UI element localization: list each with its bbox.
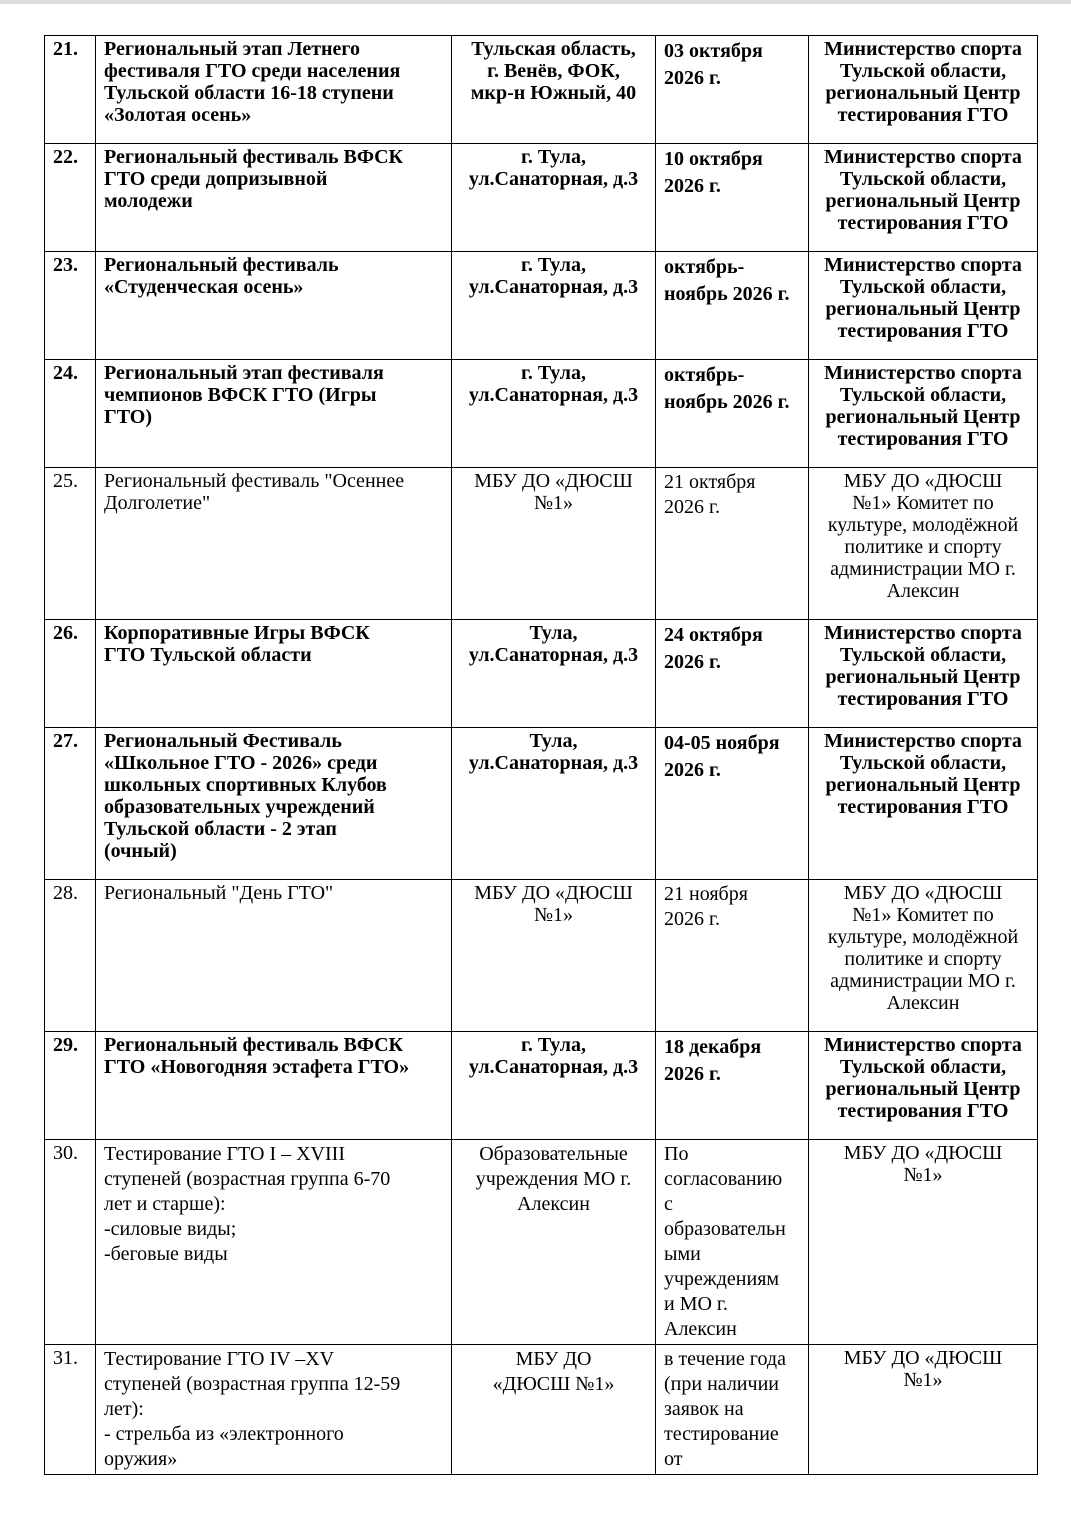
event-name: Региональный этап Летнего фестиваля ГТО среди населения Тульской области 16-18 ступени «Золотая осень» — [96, 36, 452, 144]
event-date: По согласованию с образовательн ыми учреждениям и МО г. Алексин — [656, 1140, 809, 1345]
event-organizer: Министерство спорта Тульской области, региональный Центр тестирования ГТО — [809, 1032, 1038, 1140]
event-name: Региональный фестиваль "Осеннее Долголетие" — [96, 468, 452, 620]
table-row — [45, 1345, 1038, 1475]
event-place: Тула, ул.Санаторная, д.3 — [452, 620, 656, 728]
event-name: Региональный фестиваль ВФСК ГТО «Новогодняя эстафета ГТО» — [96, 1032, 452, 1140]
row-number: 28. — [45, 880, 96, 1032]
row-number: 24. — [45, 360, 96, 468]
event-place: г. Тула, ул.Санаторная, д.3 — [452, 1032, 656, 1140]
event-organizer: Министерство спорта Тульской области, региональный Центр тестирования ГТО — [809, 144, 1038, 252]
table-row — [45, 36, 1038, 144]
event-name: Региональный "День ГТО" — [96, 880, 452, 1032]
table-row — [45, 360, 1038, 468]
table-row — [45, 1140, 1038, 1345]
table-row — [45, 144, 1038, 252]
event-name: Региональный фестиваль «Студенческая осень» — [96, 252, 452, 360]
event-date: 24 октября 2026 г. — [656, 620, 809, 728]
event-organizer: МБУ ДО «ДЮСШ №1» Комитет по культуре, молодёжной политике и спорту администрации МО г. Алексин — [809, 880, 1038, 1032]
event-place: МБУ ДО «ДЮСШ №1» — [452, 1345, 656, 1475]
event-place: Тульская область, г. Венёв, ФОК, мкр-н Южный, 40 — [452, 36, 656, 144]
event-date: 04-05 ноября 2026 г. — [656, 728, 809, 880]
row-number: 30. — [45, 1140, 96, 1345]
event-organizer: МБУ ДО «ДЮСШ №1» Комитет по культуре, молодёжной политике и спорту администрации МО г. Алексин — [809, 468, 1038, 620]
event-date: 18 декабря 2026 г. — [656, 1032, 809, 1140]
event-organizer: МБУ ДО «ДЮСШ №1» — [809, 1345, 1038, 1475]
event-organizer: Министерство спорта Тульской области, региональный Центр тестирования ГТО — [809, 728, 1038, 880]
row-number: 22. — [45, 144, 96, 252]
row-number: 25. — [45, 468, 96, 620]
event-organizer: Министерство спорта Тульской области, региональный Центр тестирования ГТО — [809, 620, 1038, 728]
table-row — [45, 880, 1038, 1032]
event-name: Региональный этап фестиваля чемпионов ВФСК ГТО (Игры ГТО) — [96, 360, 452, 468]
event-place: г. Тула, ул.Санаторная, д.3 — [452, 360, 656, 468]
event-organizer: Министерство спорта Тульской области, региональный Центр тестирования ГТО — [809, 360, 1038, 468]
row-number: 21. — [45, 36, 96, 144]
event-name: Региональный фестиваль ВФСК ГТО среди допризывной молодежи — [96, 144, 452, 252]
event-date: октябрь- ноябрь 2026 г. — [656, 252, 809, 360]
event-name: Тестирование ГТО I – XVIII ступеней (возрастная группа 6-70 лет и старше): -силовые виды; -беговые виды — [96, 1140, 452, 1345]
row-number: 29. — [45, 1032, 96, 1140]
event-name: Региональный Фестиваль «Школьное ГТО - 2026» среди школьных спортивных Клубов образовательных учреждений Тульской области - 2 этап (очный) — [96, 728, 452, 880]
event-place: г. Тула, ул.Санаторная, д.3 — [452, 144, 656, 252]
table-row — [45, 252, 1038, 360]
event-place: Тула, ул.Санаторная, д.3 — [452, 728, 656, 880]
event-place: МБУ ДО «ДЮСШ №1» — [452, 880, 656, 1032]
event-organizer: Министерство спорта Тульской области, региональный Центр тестирования ГТО — [809, 36, 1038, 144]
event-name: Корпоративные Игры ВФСК ГТО Тульской области — [96, 620, 452, 728]
table-row — [45, 1032, 1038, 1140]
row-number: 31. — [45, 1345, 96, 1475]
event-date: 10 октября 2026 г. — [656, 144, 809, 252]
event-organizer: Министерство спорта Тульской области, региональный Центр тестирования ГТО — [809, 252, 1038, 360]
event-date: 03 октября 2026 г. — [656, 36, 809, 144]
event-date: октябрь- ноябрь 2026 г. — [656, 360, 809, 468]
events-table — [44, 35, 1038, 1475]
event-place: Образовательные учреждения МО г. Алексин — [452, 1140, 656, 1345]
event-name: Тестирование ГТО IV –XV ступеней (возрастная группа 12-59 лет): - стрельба из «электронного оружия» — [96, 1345, 452, 1475]
table-row — [45, 620, 1038, 728]
row-number: 27. — [45, 728, 96, 880]
event-date: 21 октября 2026 г. — [656, 468, 809, 620]
row-number: 26. — [45, 620, 96, 728]
top-divider — [0, 0, 1071, 4]
event-date: в течение года (при наличии заявок на тестирование от — [656, 1345, 809, 1475]
event-place: МБУ ДО «ДЮСШ №1» — [452, 468, 656, 620]
table-row — [45, 468, 1038, 620]
event-date: 21 ноября 2026 г. — [656, 880, 809, 1032]
table-row — [45, 728, 1038, 880]
row-number: 23. — [45, 252, 96, 360]
event-organizer: МБУ ДО «ДЮСШ №1» — [809, 1140, 1038, 1345]
events-table-body — [45, 36, 1038, 1475]
event-place: г. Тула, ул.Санаторная, д.3 — [452, 252, 656, 360]
